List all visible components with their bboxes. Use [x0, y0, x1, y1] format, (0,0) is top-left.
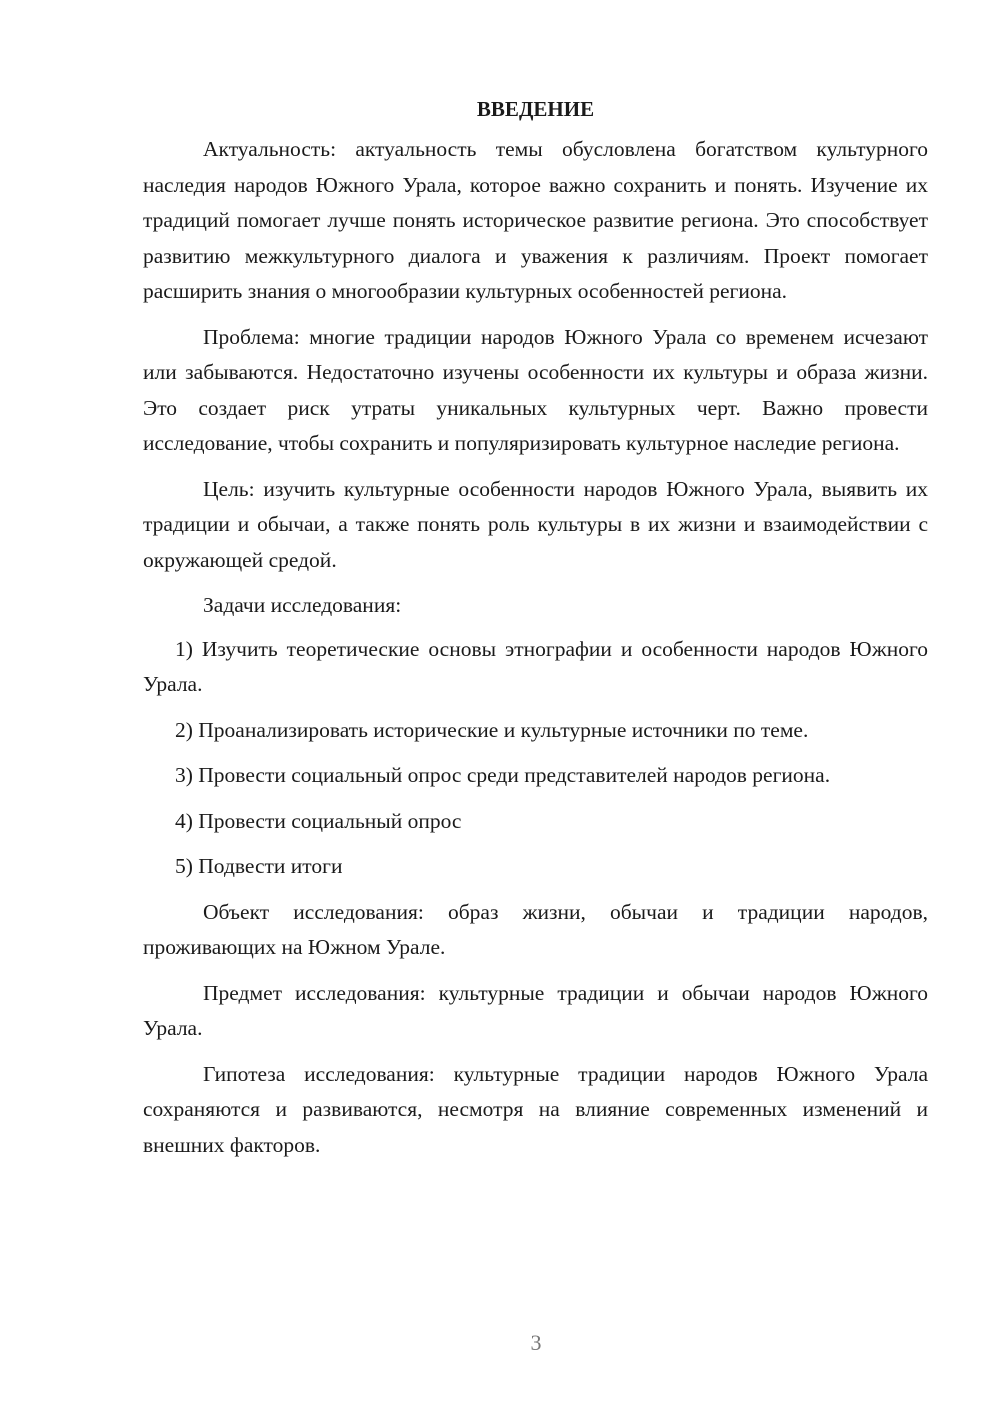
paragraph-problem: Проблема: многие традиции народов Южного Урала со временем исчезают или забываются. Недостаточно изучены особенности их культуры и образа жизни. Это создает риск утраты уникальных культурных черт. Важно провести исследование, чтобы сохранить и популяризировать культурное наследие региона. — [143, 324, 928, 455]
paragraph-relevance: Актуальность: актуальность темы обусловлена богатством культурного наследия народов Южного Урала, которое важно сохранить и понять. Изучение их традиций помогает лучше понять историческое развитие региона. Это способствует развитию межкультурного диалога и уважения к различиям. Проект помогает расширить знания о многообразии культурных особенностей региона. — [143, 137, 928, 303]
paragraph-hypothesis: Гипотеза исследования: культурные традиции народов Южного Урала сохраняются и развиваются, несмотря на влияние современных изменений и внешних факторов. — [143, 1061, 928, 1157]
paragraph-goal: Цель: изучить культурные особенности народов Южного Урала, выявить их традиции и обычаи, а также понять роль культуры в их жизни и взаимодействии с окружающей средой. — [143, 476, 928, 572]
task-item-5: 5) Подвести итоги — [175, 854, 343, 878]
document-page — [143, 92, 928, 1173]
paragraph-object: Объект исследования: образ жизни, обычаи и традиции народов, проживающих на Южном Урале. — [143, 899, 928, 959]
page-number: 3 — [530, 1330, 542, 1355]
task-item-3: 3) Провести социальный опрос среди представителей народов региона. — [175, 763, 831, 787]
tasks-heading: Задачи исследования: — [203, 593, 402, 617]
task-item-2: 2) Проанализировать исторические и культурные источники по теме. — [175, 717, 809, 742]
task-item-4: 4) Провести социальный опрос — [175, 808, 462, 833]
section-heading: ВВЕДЕНИЕ — [476, 97, 595, 121]
paragraph-subject: Предмет исследования: культурные традиции и обычаи народов Южного Урала. — [143, 980, 928, 1040]
task-item-1: 1) Изучить теоретические основы этнографии и особенности народов Южного Урала. — [143, 636, 928, 696]
